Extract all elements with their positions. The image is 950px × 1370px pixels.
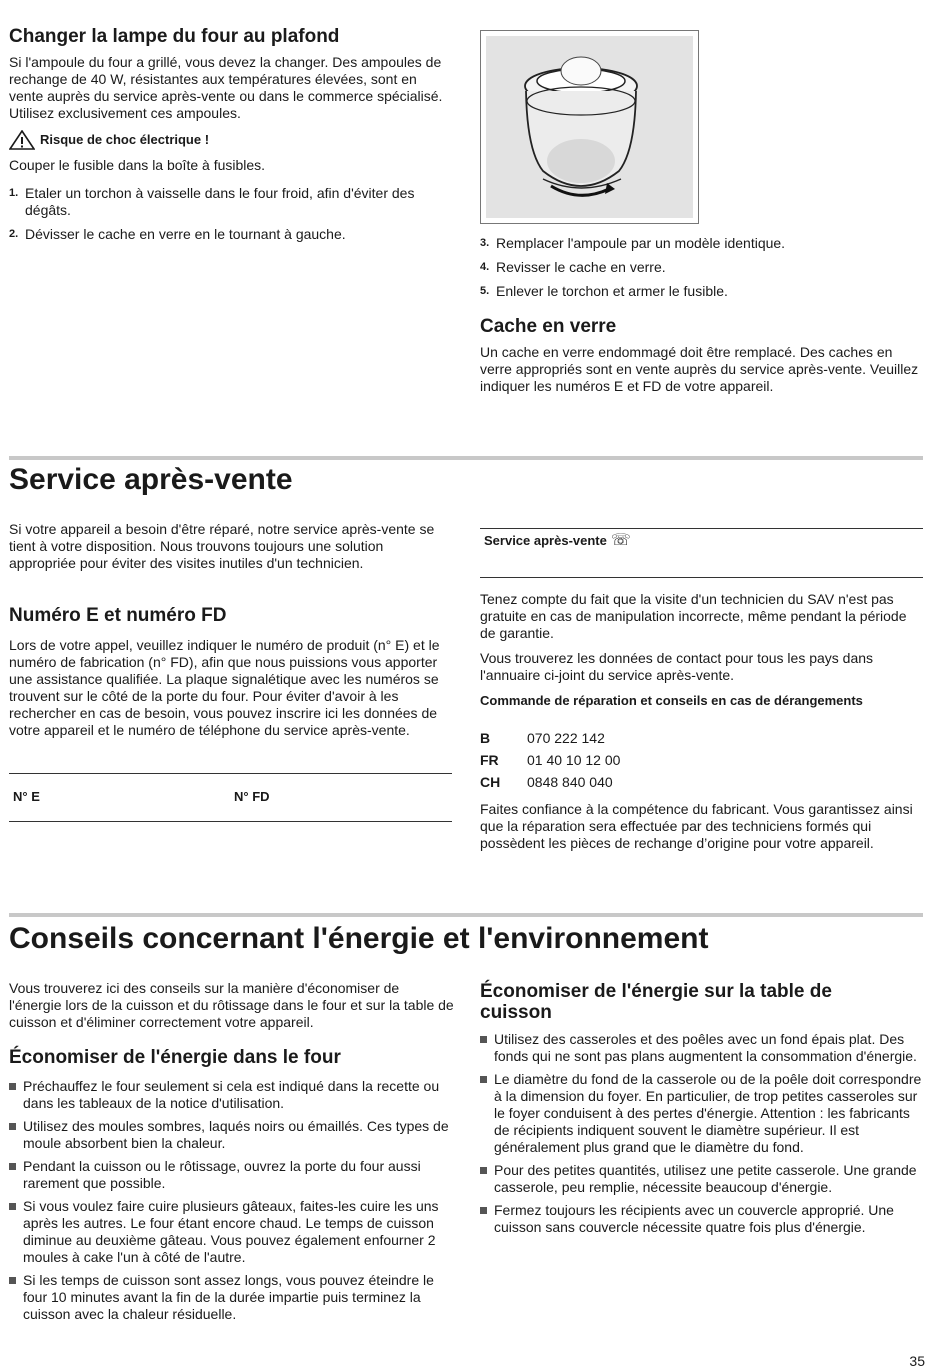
glass-text: Un cache en verre endommagé doit être remplacé. Des caches en verre appropriés sont en vente auprès du service après-vente. Veuillez indiquer les numéros E et FD de votre appareil.	[480, 344, 919, 394]
lamp-cover-drawing	[481, 31, 698, 223]
phone-list	[480, 727, 620, 793]
glass-title: Cache en verre	[480, 316, 617, 337]
tip-text: Le diamètre du fond de la casserole ou de la poêle doit correspondre à la dimension du foyer. En particulier, de trop petites casseroles sur le foyer conduisent à des pertes d'énergie. Attention : les fabricants de récipients indiquent souvent le diamètre supérieur. Il est généralement plus grand que le diamètre du fond.	[494, 1071, 922, 1155]
bullet-icon	[480, 1036, 487, 1043]
country-code: FR	[480, 752, 499, 768]
bullet-icon	[9, 1277, 16, 1284]
bullet-icon	[9, 1123, 16, 1130]
oven-tip	[9, 1272, 452, 1323]
bullet-icon	[9, 1203, 16, 1210]
warning	[9, 130, 209, 150]
oven-tip	[9, 1078, 452, 1112]
phone-row	[480, 727, 620, 749]
step-item	[480, 259, 930, 276]
tip-text: Si les temps de cuisson sont assez longs, vous pouvez éteindre le four 10 minutes avant la fin de la durée impartie puis terminez la cuisson avec la chaleur résiduelle.	[23, 1272, 434, 1322]
phone-icon: ☏	[610, 532, 631, 549]
step-text: Dévisser le cache en verre en le tournant à gauche.	[25, 226, 346, 242]
tip-text: Pendant la cuisson ou le rôtissage, ouvrez la porte du four aussi rarement que possible.	[23, 1158, 421, 1191]
oven-title: Économiser de l'énergie dans le four	[9, 1047, 341, 1068]
service-box-text: Service après-vente	[484, 533, 607, 548]
phone-row	[480, 749, 620, 771]
bullet-icon	[480, 1207, 487, 1214]
step-number: 2.	[9, 228, 19, 240]
section-divider	[9, 456, 923, 460]
hob-tips	[480, 1031, 923, 1242]
step-text: Revisser le cache en verre.	[496, 259, 666, 275]
steps-right	[480, 235, 930, 300]
country-code: B	[480, 730, 491, 746]
step-number: 1.	[9, 187, 19, 199]
country-code: CH	[480, 774, 501, 790]
phone-row	[480, 771, 620, 793]
hob-tip	[480, 1162, 923, 1196]
service-note-2: Vous trouverez les données de contact pour tous les pays dans l'annuaire ci-joint du service après-vente.	[480, 650, 874, 683]
phone-number: 070 222 142	[527, 730, 605, 746]
lamp-title: Changer la lampe du four au plafond	[9, 26, 340, 47]
box-rule-bottom	[480, 577, 923, 578]
tip-text: Utilisez des casseroles et des poêles avec un fond épais plat. Des fonds qui ne sont pas plans augmentent la consommation d'énergie.	[494, 1031, 917, 1064]
service-note-1: Tenez compte du fait que la visite d'un technicien du SAV n'est pas gratuite en cas de manipulation incorrecte, même pendant la période de garantie.	[480, 591, 907, 641]
hob-tip	[480, 1031, 923, 1065]
page-number: 35	[909, 1353, 925, 1369]
tip-text: Utilisez des moules sombres, laqués noirs ou émaillés. Ces types de moule absorbent bien la chaleur.	[23, 1118, 449, 1151]
step-text: Remplacer l'ampoule par un modèle identique.	[496, 235, 786, 251]
hob-title: Économiser de l'énergie sur la table de cuisson	[480, 981, 832, 1023]
oven-tip	[9, 1118, 452, 1152]
step-item	[480, 283, 930, 300]
lamp-intro: Si l'ampoule du four a grillé, vous devez la changer. Des ampoules de rechange de 40 W, résistantes aux températures élevées, sont en vente auprès du service après-vente ou dans le commerce spécialisé. Utilisez exclusivement ces ampoules.	[9, 54, 443, 121]
step-item	[480, 235, 930, 252]
repair-title: Commande de réparation et conseils en cas de dérangements	[480, 693, 863, 708]
phone-number: 01 40 10 12 00	[527, 752, 621, 768]
step-number: 3.	[480, 237, 490, 249]
field-rule-top	[9, 773, 452, 774]
hob-tip	[480, 1202, 923, 1236]
tip-text: Fermez toujours les récipients avec un couvercle approprié. Une cuisson sans couvercle nécessite quatre fois plus d'énergie.	[494, 1202, 894, 1235]
energy-intro: Vous trouverez ici des conseils sur la manière d'économiser de l'énergie lors de la cuisson et du rôtissage dans le four et sur la table de cuisson et d'éliminer correctement votre appareil.	[9, 980, 454, 1030]
bullet-icon	[480, 1167, 487, 1174]
oven-tip	[9, 1198, 452, 1266]
field-fd-label: N° FD	[234, 789, 270, 804]
tip-text: Si vous voulez faire cuire plusieurs gâteaux, faites-les cuire les uns après les autres. Le four étant encore chaud. Le temps de cuisson diminue au deuxième gâteau. Vous pouvez également enfourner 2 moules à cake l'un à côté de l'autre.	[23, 1198, 439, 1265]
field-e-label: N° E	[13, 789, 40, 804]
energy-title: Conseils concernant l'énergie et l'environnement	[9, 922, 709, 955]
step-text: Etaler un torchon à vaisselle dans le four froid, afin d'éviter des dégâts.	[25, 185, 415, 218]
efd-text: Lors de votre appel, veuillez indiquer le numéro de produit (n° E) et le numéro de fabrication (n° FD), afin que nous puissions vous apporter une assistance qualifiée. La plaque signalétique avec les numéros se trouvent sur le côté de la porte du four. Pour éviter d'avoir à les rechercher en cas de besoin, vous pouvez inscrire ici les données de votre appareil et le numéro de téléphone du service après-vente.	[9, 637, 440, 738]
step-item	[9, 226, 449, 243]
oven-tip	[9, 1158, 452, 1192]
service-box-label	[484, 533, 631, 549]
box-rule-top	[480, 528, 923, 529]
step-text: Enlever le torchon et armer le fusible.	[496, 283, 728, 299]
bullet-icon	[480, 1076, 487, 1083]
tip-text: Pour des petites quantités, utilisez une petite casserole. Une grande casserole, peu remplie, nécessite beaucoup d'énergie.	[494, 1162, 917, 1195]
oven-tips	[9, 1078, 452, 1329]
service-title: Service après-vente	[9, 463, 293, 496]
bullet-icon	[9, 1083, 16, 1090]
warning-text: Couper le fusible dans la boîte à fusibles.	[9, 157, 266, 173]
bullet-icon	[9, 1163, 16, 1170]
trust-text: Faites confiance à la compétence du fabricant. Vous garantissez ainsi que la réparation sera effectuée par des techniciens formés qui possèdent les pièces de rechange d’origine pour votre appareil.	[480, 801, 913, 851]
warning-triangle-icon	[9, 130, 35, 150]
lamp-illustration	[480, 30, 699, 224]
tip-text: Préchauffez le four seulement si cela est indiqué dans la recette ou dans les tableaux de la notice d'utilisation.	[23, 1078, 440, 1111]
service-intro: Si votre appareil a besoin d'être réparé, notre service après-vente se tient à votre disposition. Nous trouvons toujours une solution appropriée pour éviter des visites inutiles d'un technicien.	[9, 521, 435, 571]
hob-tip	[480, 1071, 923, 1156]
step-number: 4.	[480, 261, 490, 273]
efd-title: Numéro E et numéro FD	[9, 605, 227, 626]
field-rule-bottom	[9, 821, 452, 822]
section-divider	[9, 913, 923, 917]
phone-number: 0848 840 040	[527, 774, 613, 790]
step-number: 5.	[480, 285, 490, 297]
steps-left	[9, 185, 449, 243]
step-item	[9, 185, 449, 219]
warning-label: Risque de choc électrique !	[40, 132, 210, 147]
